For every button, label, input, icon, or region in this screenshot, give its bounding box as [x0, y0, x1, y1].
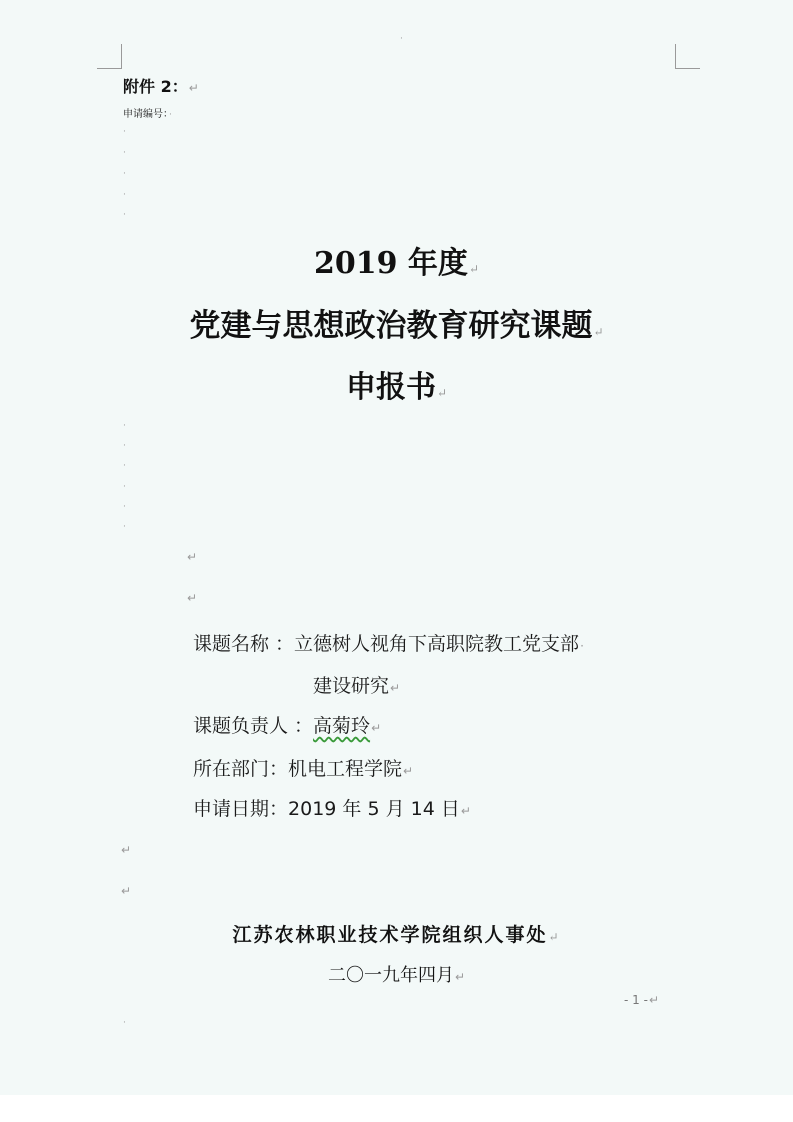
title-year: 2019 年度: [313, 246, 468, 281]
page-number: - 1 -: [624, 993, 648, 1007]
topic-name-value-line2: 建设研究: [313, 675, 390, 697]
empty-line-mark: ·: [123, 421, 126, 431]
paragraph-mark: ↵: [371, 721, 382, 735]
paragraph-mark: ↵: [187, 591, 198, 605]
department-row: [193, 754, 413, 781]
paragraph-mark: ↵: [454, 970, 466, 984]
attachment-label-line: [123, 74, 199, 97]
page-number-line: [624, 993, 659, 1007]
topic-name-value: 立德树人视角下高职院教工党支部: [294, 633, 580, 655]
empty-line-mark: ·: [123, 1018, 126, 1028]
paragraph-mark: ↵: [648, 993, 659, 1007]
topic-name-continuation: [313, 671, 400, 698]
empty-line-mark: ·: [123, 169, 126, 179]
date-label: 申请日期：: [193, 798, 289, 820]
paragraph-mark: ↵: [593, 325, 604, 339]
title-form-line: [0, 362, 793, 406]
title-year-line: [0, 238, 793, 282]
leader-label: 课题负责人 ：: [193, 715, 314, 737]
empty-line-mark: ·: [123, 502, 126, 512]
small-mark: ·: [400, 34, 403, 44]
crop-mark-top-left: [97, 44, 122, 69]
organization-line: [0, 920, 793, 947]
department-value: 机电工程学院: [288, 758, 403, 780]
topic-name-row: [193, 629, 584, 656]
paragraph-mark: ↵: [188, 81, 199, 95]
issue-date: 二〇一九年四月: [327, 965, 454, 986]
date-row: [193, 794, 471, 821]
organization-name: 江苏农林职业技术学院组织人事处: [232, 924, 548, 946]
application-number-label: 申请编号：: [123, 109, 168, 120]
title-subject-line: [0, 300, 793, 345]
crop-mark-top-right: [675, 44, 700, 69]
paragraph-mark: ↵: [468, 262, 479, 276]
paragraph-mark: ↵: [390, 681, 401, 695]
application-number-line: [123, 105, 172, 120]
title-form: 申报书: [345, 370, 436, 405]
topic-name-label: 课题名称 ：: [193, 633, 295, 655]
department-label: 所在部门：: [193, 758, 289, 780]
attachment-label: 附件 2：: [123, 77, 188, 96]
paragraph-mark: ↵: [187, 550, 198, 564]
leader-value: 高菊玲: [313, 715, 371, 737]
paragraph-mark: ↵: [403, 764, 414, 778]
empty-line-mark: ·: [123, 148, 126, 158]
small-mark: ·: [169, 110, 172, 120]
paragraph-mark: ↵: [460, 804, 471, 818]
paragraph-mark: ↵: [121, 843, 132, 857]
empty-line-mark: ·: [123, 127, 126, 137]
empty-line-mark: ·: [123, 441, 126, 451]
empty-line-mark: ·: [123, 482, 126, 492]
empty-line-mark: ·: [123, 190, 126, 200]
paragraph-mark: ↵: [436, 386, 448, 400]
leader-row: [193, 711, 381, 738]
paragraph-mark: ↵: [121, 884, 132, 898]
paragraph-mark: ↵: [548, 930, 561, 944]
empty-line-mark: ·: [123, 461, 126, 471]
title-subject: 党建与思想政治教育研究课题: [189, 308, 593, 344]
issue-date-line: [0, 961, 793, 987]
empty-line-mark: ·: [123, 210, 126, 220]
empty-line-mark: ·: [123, 522, 126, 532]
date-value: 2019 年 5 月 14 日: [288, 798, 460, 820]
small-mark: ·: [580, 639, 584, 653]
